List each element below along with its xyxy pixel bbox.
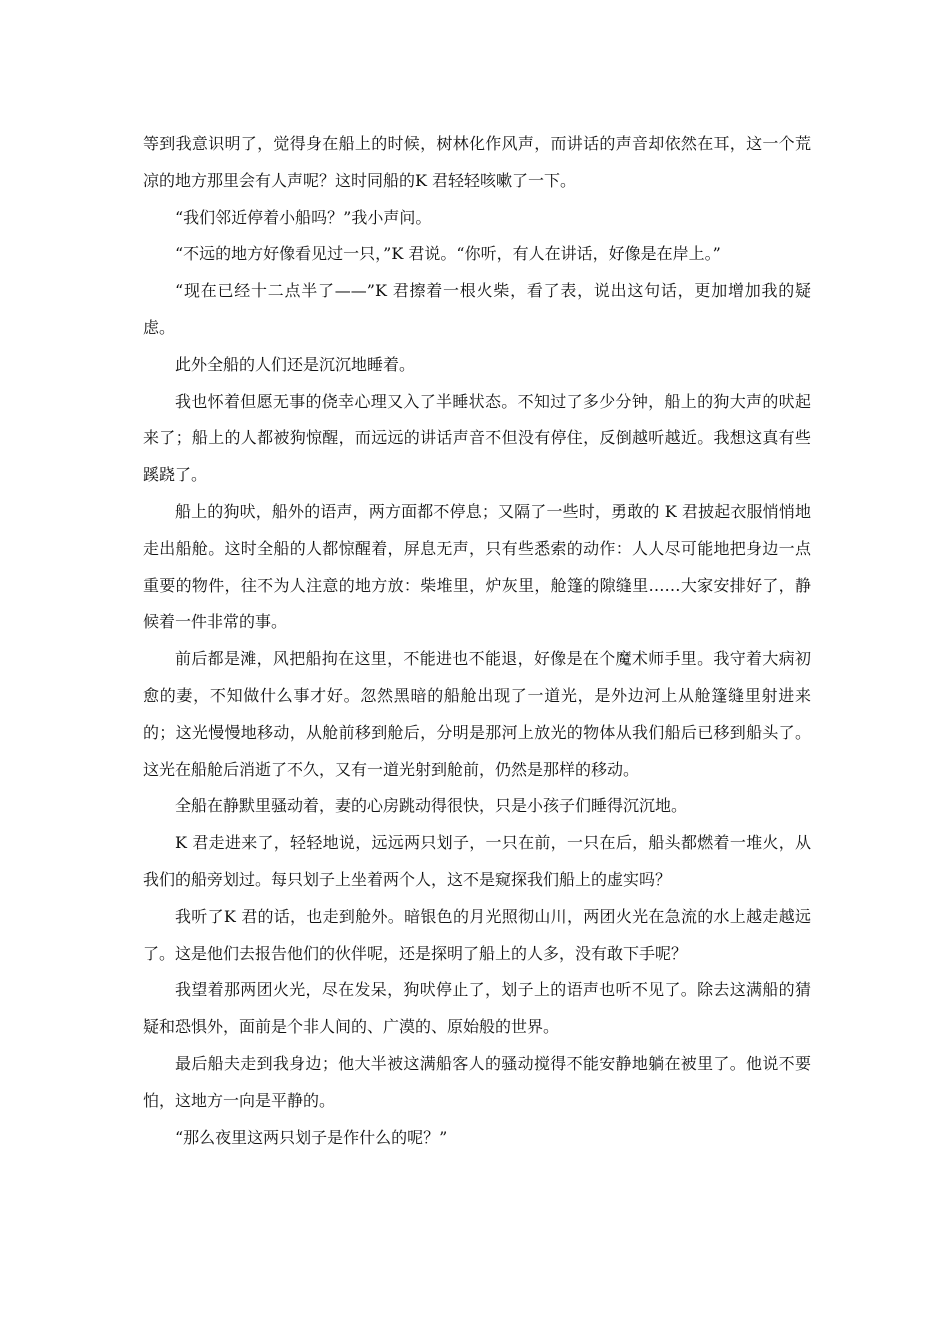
paragraph: 等到我意识明了，觉得身在船上的时候，树林化作风声，而讲话的声音却依然在耳，这一个荒凉的地方那里会有人声呢？这时同船的K 君轻轻咳嗽了一下。 (143, 134, 811, 190)
paragraph: 全船在静默里骚动着，妻的心房跳动得很快，只是小孩子们睡得沉沉地。 (175, 796, 688, 816)
paragraph: 我听了K 君的话，也走到舱外。暗银色的月光照彻山川，两团火光在急流的水上越走越远了。这是他们去报告他们的伙伴呢，还是探明了船上的人多，没有敢下手呢？ (143, 906, 811, 963)
paragraph: “那么夜里这两只划子是作什么的呢？” (175, 1127, 448, 1147)
paragraph: 此外全船的人们还是沉沉地睡着。 (175, 354, 416, 374)
paragraph: 船上的狗吠，船外的语声，两方面都不停息；又隔了一些时，勇敢的 K 君披起衣服悄悄地走出船舱。这时全船的人都惊醒着，屏息无声，只有些悉索的动作：人人尽可能地把身边一点重要的物件，往不为人注意的地方放：柴堆里，炉灰里，舱篷的隙缝里……大家安排好了，静候着一件非常的事。 (143, 501, 811, 632)
paragraph: “我们邻近停着小船吗？”我小声问。 (175, 207, 432, 227)
paragraph: 前后都是滩，风把船拘在这里，不能进也不能退，好像是在个魔术师手里。我守着大病初愈的妻，不知做什么事才好。忽然黑暗的船舱出现了一道光，是外边河上从舱篷缝里射进来的；这光慢慢地移动，从舱前移到舱后，分明是那河上放光的物体从我们船后已移到船头了。这光在船舱后消逝了不久，又有一道光射到舱前，仍然是那样的移动。 (143, 649, 811, 779)
paragraph: 我也怀着但愿无事的侥幸心理又入了半睡状态。不知过了多少分钟，船上的狗大声的吠起来了；船上的人都被狗惊醒，而远远的讲话声音不但没有停住，反倒越听越近。我想这真有些蹊跷了。 (143, 391, 811, 485)
paragraph: “现在已经十二点半了——”K 君擦着一根火柴，看了表，说出这句话，更加增加我的疑虑。 (143, 281, 811, 337)
paragraph: K 君走进来了，轻轻地说，远远两只划子，一只在前，一只在后，船头都燃着一堆火，从我们的船旁划过。每只划子上坐着两个人，这不是窥探我们船上的虚实吗？ (143, 833, 811, 889)
paragraph: 最后船夫走到我身边；他大半被这满船客人的骚动搅得不能安静地躺在被里了。他说不要怕，这地方一向是平静的。 (143, 1053, 811, 1110)
document-body (143, 126, 811, 1156)
paragraph: 我望着那两团火光，尽在发呆，狗吠停止了，划子上的语声也听不见了。除去这满船的猜疑和恐惧外，面前是个非人间的、广漠的、原始般的世界。 (143, 980, 811, 1037)
paragraph: “不远的地方好像看见过一只，”K 君说。“你听，有人在讲话，好像是在岸上。” (175, 244, 721, 264)
